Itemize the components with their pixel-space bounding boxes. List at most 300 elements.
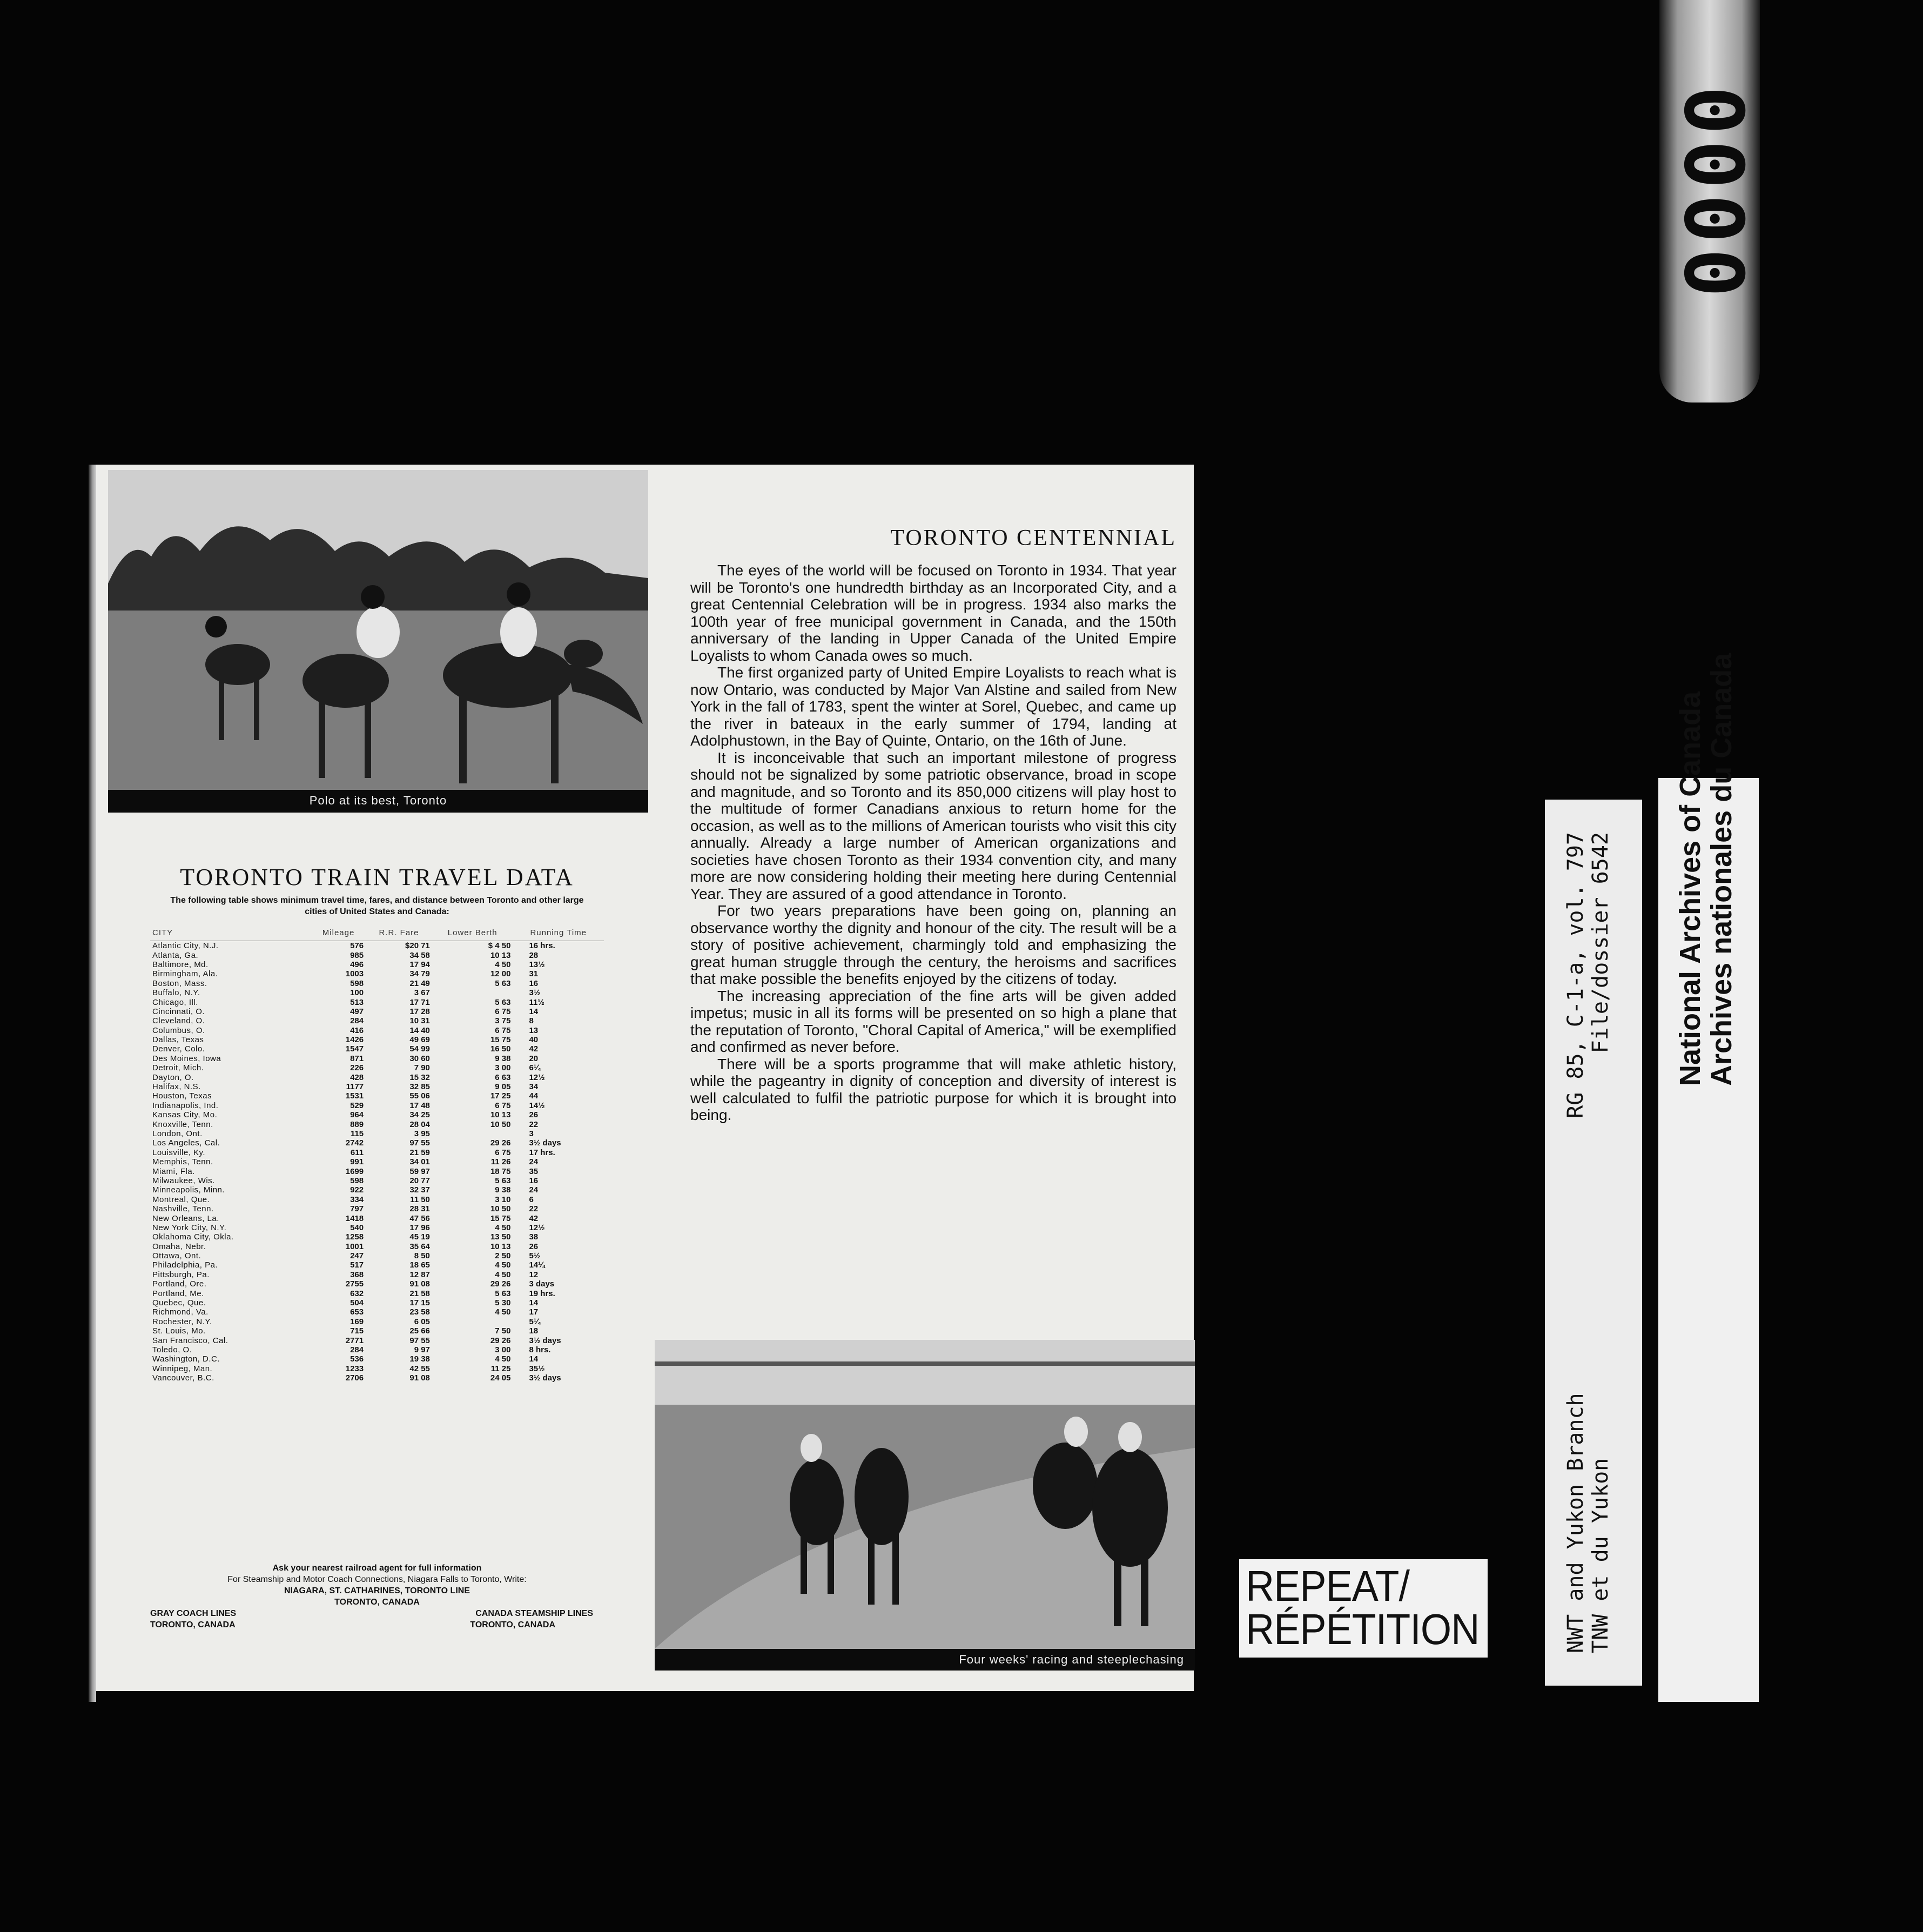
- cell-berth: 9 05: [495, 1082, 511, 1092]
- cell-time: 20: [529, 1054, 539, 1063]
- file-reference-line2: [1588, 832, 1613, 1653]
- cell-time: 8 hrs.: [529, 1345, 551, 1354]
- repeat-label-line1: REPEAT/: [1246, 1562, 1410, 1610]
- canada-steamship-city: TORONTO, CANADA: [470, 1620, 555, 1629]
- travel-note-niagara-city: TORONTO, CANADA: [334, 1598, 420, 1607]
- travel-table-row: [150, 1270, 604, 1279]
- cell-fare: 11 50: [410, 1195, 430, 1204]
- article-paragraph: The first organized party of United Empire Loyalists to reach what is now Ontario, was conducted by Major Van Alstine and sailed from New York in the fall of 1783, spent the winter at Sorel, Quebec, and came up the river in bateaux in the early summer of 1794, landing at Adolphustown, in the Bay of Quinte, Ontario, on the 16th of June.: [690, 664, 1176, 749]
- cell-berth: 13 50: [490, 1232, 511, 1242]
- cell-time: 28: [529, 950, 539, 960]
- page-edge: [89, 465, 96, 1702]
- cell-fare: 17 28: [409, 1007, 430, 1016]
- col-time-header: Running Time: [513, 925, 604, 941]
- cell-fare: 17 15: [409, 1298, 430, 1308]
- cell-fare: 34 58: [409, 950, 430, 960]
- cell-city: New Orleans, La.: [152, 1213, 219, 1223]
- cell-berth: 15 75: [490, 1035, 511, 1045]
- cell-berth: 17 25: [490, 1091, 511, 1101]
- cell-city: Rochester, N.Y.: [152, 1317, 212, 1326]
- cell-city: Birmingham, Ala.: [152, 969, 218, 979]
- cell-mileage: 416: [350, 1025, 364, 1035]
- travel-table-row: [150, 1035, 604, 1044]
- branch-fr: TNW et du Yukon: [1588, 1458, 1613, 1653]
- cell-berth: 4 50: [495, 1354, 511, 1364]
- archives-name-en: National Archives of Canada: [1674, 691, 1706, 1086]
- cell-mileage: 540: [350, 1223, 364, 1232]
- cell-berth: $ 4 50: [488, 941, 511, 951]
- cell-berth: 6 75: [495, 1025, 511, 1035]
- cell-mileage: 513: [350, 997, 364, 1007]
- centennial-article: [690, 562, 1176, 1124]
- cell-fare: 14 40: [409, 1025, 430, 1035]
- cell-city: Los Angeles, Cal.: [152, 1138, 220, 1148]
- cell-mileage: 611: [350, 1148, 364, 1157]
- cell-fare: 49 69: [409, 1035, 430, 1045]
- cell-time: 3½ days: [529, 1373, 561, 1383]
- cell-city: Dallas, Texas: [152, 1035, 204, 1045]
- cell-berth: 6 63: [495, 1072, 511, 1082]
- cell-berth: 7 50: [495, 1326, 511, 1336]
- cell-berth: 5 30: [495, 1298, 511, 1308]
- cell-time: 3 days: [529, 1279, 555, 1289]
- cell-berth: 29 26: [490, 1336, 511, 1345]
- travel-table-row: [150, 1213, 604, 1223]
- cell-berth: 11 26: [490, 1157, 511, 1167]
- cell-city: Quebec, Que.: [152, 1298, 206, 1308]
- cell-time: 35½: [529, 1364, 545, 1373]
- cell-time: 22: [529, 1204, 539, 1214]
- travel-data-intro: The following table shows minimum travel time, fares, and distance between Toronto and other large cities of United States and Canada:: [170, 896, 584, 916]
- cell-fare: 12 87: [409, 1270, 430, 1279]
- racing-photo-image: [655, 1340, 1195, 1649]
- cell-mileage: 169: [350, 1317, 364, 1326]
- file-ref: File/dossier 6542: [1588, 832, 1613, 1054]
- cell-fare: 6 05: [414, 1317, 430, 1326]
- cell-time: 11½: [529, 997, 544, 1007]
- polo-photo: [108, 470, 648, 790]
- cell-berth: 3 75: [495, 1016, 511, 1026]
- cell-city: Cincinnati, O.: [152, 1007, 205, 1016]
- cell-city: Portland, Ore.: [152, 1279, 207, 1289]
- cell-berth: 12 00: [490, 969, 511, 979]
- cell-mileage: 517: [350, 1260, 364, 1270]
- canada-steamship-lines: CANADA STEAMSHIP LINES: [475, 1609, 593, 1618]
- cell-city: Columbus, O.: [152, 1025, 205, 1035]
- cell-fare: 8 50: [414, 1251, 430, 1261]
- cell-city: Memphis, Tenn.: [152, 1157, 213, 1167]
- cell-fare: 17 96: [409, 1223, 430, 1232]
- cell-berth: 4 50: [495, 1223, 511, 1232]
- travel-table-row: [150, 988, 604, 997]
- cell-fare: 34 01: [409, 1157, 430, 1167]
- travel-table-row: [150, 1044, 604, 1054]
- cell-mileage: 226: [350, 1063, 364, 1073]
- cell-time: 19 hrs.: [529, 1289, 555, 1298]
- cell-time: 24: [529, 1185, 539, 1195]
- cell-time: 3½: [529, 988, 541, 998]
- cell-city: Richmond, Va.: [152, 1307, 209, 1317]
- cell-mileage: 991: [350, 1157, 364, 1167]
- cell-city: Detroit, Mich.: [152, 1063, 204, 1073]
- cell-berth: 16 50: [490, 1044, 511, 1054]
- cell-mileage: 1531: [345, 1091, 364, 1101]
- cell-city: Minneapolis, Minn.: [152, 1185, 225, 1195]
- cell-time: 44: [529, 1091, 539, 1101]
- col-berth-header: Lower Berth: [432, 925, 513, 941]
- cell-city: Oklahoma City, Okla.: [152, 1232, 234, 1242]
- cell-fare: 9 97: [414, 1345, 430, 1354]
- travel-table-row: [150, 1016, 604, 1025]
- cell-mileage: 2706: [345, 1373, 364, 1383]
- cell-berth: 4 50: [495, 1260, 511, 1270]
- cell-fare: 34 25: [409, 1110, 430, 1120]
- cell-berth: 24 05: [490, 1373, 511, 1383]
- cell-berth: 9 38: [495, 1054, 511, 1063]
- cell-berth: 3 10: [495, 1195, 511, 1204]
- cell-fare: 10 31: [409, 1016, 430, 1026]
- scanned-page: [96, 465, 1194, 1691]
- cell-city: Vancouver, B.C.: [152, 1373, 214, 1383]
- cell-berth: 11 25: [490, 1364, 511, 1373]
- cell-city: Houston, Texas: [152, 1091, 212, 1101]
- cell-mileage: 100: [350, 988, 364, 998]
- frame-number: 0000: [1666, 86, 1760, 303]
- cell-berth: 18 75: [490, 1166, 511, 1176]
- cell-mileage: 1699: [345, 1166, 364, 1176]
- cell-time: 26: [529, 1242, 539, 1251]
- travel-table-row: [150, 1101, 604, 1110]
- cell-fare: 55 06: [409, 1091, 430, 1101]
- travel-table-row: [150, 1279, 604, 1289]
- cell-mileage: 797: [350, 1204, 364, 1214]
- travel-table-header-row: [150, 925, 604, 941]
- cell-fare: 25 66: [409, 1326, 430, 1336]
- cell-time: 40: [529, 1035, 539, 1045]
- cell-fare: 32 85: [409, 1082, 430, 1092]
- cell-fare: 19 38: [409, 1354, 430, 1364]
- cell-time: 35: [529, 1166, 539, 1176]
- cell-city: Des Moines, Iowa: [152, 1054, 221, 1063]
- cell-fare: 3 95: [414, 1129, 430, 1138]
- cell-fare: 18 65: [409, 1260, 430, 1270]
- cell-time: 14: [529, 1354, 539, 1364]
- cell-fare: 59 97: [409, 1166, 430, 1176]
- article-paragraph: The increasing appreciation of the fine arts will be given added impetus; music in all its forms will be presented on so high a plane that the reputation of Toronto, "Choral Capital of America," will be exemplified and confirmed as never before.: [690, 987, 1176, 1055]
- cell-mileage: 334: [350, 1195, 364, 1204]
- cell-fare: 17 48: [409, 1101, 430, 1110]
- cell-time: 13½: [529, 960, 545, 969]
- cell-mileage: 284: [350, 1016, 364, 1026]
- cell-time: 16: [529, 1176, 539, 1185]
- cell-mileage: 1547: [345, 1044, 364, 1054]
- travel-table-row: [150, 1195, 604, 1204]
- cell-berth: 10 13: [490, 950, 511, 960]
- gray-coach-city: TORONTO, CANADA: [150, 1620, 236, 1629]
- cell-fare: 47 56: [409, 1213, 430, 1223]
- volume-ref: RG 85, C-1-a, vol. 797: [1563, 832, 1588, 1118]
- cell-city: St. Louis, Mo.: [152, 1326, 206, 1336]
- cell-berth: 10 50: [490, 1204, 511, 1214]
- travel-table-row: [150, 950, 604, 960]
- cell-city: Louisville, Ky.: [152, 1148, 206, 1157]
- cell-mileage: 247: [350, 1251, 364, 1261]
- col-fare-header: R.R. Fare: [366, 925, 432, 941]
- article-paragraph: For two years preparations have been going on, planning an observance worthy the dignity and honour of the city. The result will be a story of positive achievement, charmingly told and emphasizing the great human struggle through the century, the heroisms and sacrifices that make possible the benefits enjoyed by the citizens of today.: [690, 902, 1176, 987]
- cell-berth: [432, 1317, 513, 1326]
- cell-time: 14: [529, 1298, 539, 1308]
- col-city-header: CITY: [150, 925, 311, 941]
- cell-fare: 34 79: [409, 969, 430, 979]
- cell-city: Cleveland, O.: [152, 1016, 205, 1026]
- cell-mileage: 922: [350, 1185, 364, 1195]
- travel-table-row: [150, 1157, 604, 1166]
- travel-table-row: [150, 1026, 604, 1035]
- cell-berth: 5 63: [495, 1289, 511, 1298]
- cell-time: 17: [529, 1307, 539, 1317]
- cell-fare: 21 59: [409, 1148, 430, 1157]
- cell-time: 34: [529, 1082, 539, 1092]
- cell-mileage: 536: [350, 1354, 364, 1364]
- cell-mileage: 889: [350, 1119, 364, 1129]
- travel-data-table: [150, 925, 604, 1383]
- cell-time: 14: [529, 1007, 539, 1016]
- cell-city: Nashville, Tenn.: [152, 1204, 214, 1214]
- article-paragraph: There will be a sports programme that will make athletic history, while the pageantry in dignity of conception and diversity of interest is well calculated to fulfil the patriotic purpose for which it is brought into being.: [690, 1055, 1176, 1123]
- cell-time: 42: [529, 1213, 539, 1223]
- frame-number-strip: [1659, 0, 1760, 403]
- cell-time: 12½: [529, 1072, 545, 1082]
- cell-berth: 6 75: [495, 1007, 511, 1016]
- travel-table-row: [150, 1298, 604, 1307]
- cell-fare: 91 08: [409, 1373, 430, 1383]
- cell-berth: 6 75: [495, 1101, 511, 1110]
- cell-city: Montreal, Que.: [152, 1195, 210, 1204]
- cell-city: Toledo, O.: [152, 1345, 192, 1354]
- cell-fare: 35 64: [409, 1242, 430, 1251]
- cell-time: 22: [529, 1119, 539, 1129]
- cell-time: 6: [529, 1195, 534, 1204]
- cell-city: Atlantic City, N.J.: [152, 941, 219, 951]
- cell-time: 16: [529, 978, 539, 988]
- cell-city: San Francisco, Cal.: [152, 1336, 228, 1345]
- cell-time: 8: [529, 1016, 534, 1026]
- cell-fare: 32 37: [409, 1185, 430, 1195]
- cell-city: Buffalo, N.Y.: [152, 988, 200, 998]
- cell-mileage: 1258: [345, 1232, 364, 1242]
- cell-mileage: 1003: [345, 969, 364, 979]
- cell-city: Washington, D.C.: [152, 1354, 220, 1364]
- cell-city: Ottawa, Ont.: [152, 1251, 201, 1261]
- travel-table-row: [150, 1007, 604, 1016]
- cell-fare: 7 90: [414, 1063, 430, 1073]
- cell-city: London, Ont.: [152, 1129, 203, 1138]
- travel-table-row: [150, 1223, 604, 1232]
- cell-mileage: 428: [350, 1072, 364, 1082]
- cell-city: Knoxville, Tenn.: [152, 1119, 213, 1129]
- cell-fare: 28 04: [409, 1119, 430, 1129]
- cell-mileage: 632: [350, 1289, 364, 1298]
- travel-table-row: [150, 1364, 604, 1373]
- cell-mileage: 284: [350, 1345, 364, 1354]
- cell-mileage: 1418: [345, 1213, 364, 1223]
- cell-mileage: 1426: [345, 1035, 364, 1045]
- cell-time: 12½: [529, 1223, 545, 1232]
- article-paragraph: It is inconceivable that such an important milestone of progress should not be signalized by some patriotic observance, broad in scope and magnitude, and so Toronto and its 850,000 citizens will play host to the multitude of former Canadians anxious to return home for the occasion, as well as to the millions of American tourists who visit this city annually. Already a large number of American organizations and societies have chosen Toronto as their 1934 convention city, and many more are now considering holding their meeting here during Centennial Year. They are assured of a good attendance in Toronto.: [690, 749, 1176, 902]
- cell-city: Milwaukee, Wis.: [152, 1176, 215, 1185]
- travel-table-row: [150, 1166, 604, 1176]
- cell-fare: 21 58: [409, 1289, 430, 1298]
- travel-table-row: [150, 1054, 604, 1063]
- cell-berth: 6 75: [495, 1148, 511, 1157]
- travel-table-row: [150, 979, 604, 988]
- travel-table-row: [150, 1072, 604, 1082]
- archives-label-text: [1658, 653, 1759, 1702]
- col-mileage-header: Mileage: [311, 925, 366, 941]
- cell-time: 14½: [529, 1101, 545, 1110]
- cell-time: 5¼: [529, 1317, 541, 1326]
- article-paragraph: The eyes of the world will be focused on Toronto in 1934. That year will be Toronto's one hundredth birthday as an Incorporated City, and a great Centennial Celebration will be in progress. 1934 also marks the 100th year of free municipal government in Canada, and the 150th anniversary of the landing in Upper Canada of the United Empire Loyalists to whom Canada owes so much.: [690, 562, 1176, 664]
- cell-city: Boston, Mass.: [152, 978, 207, 988]
- travel-table-row: [150, 1129, 604, 1138]
- cell-fare: 28 31: [409, 1204, 430, 1214]
- racing-photo: [655, 1340, 1195, 1649]
- travel-table-row: [150, 1082, 604, 1091]
- travel-table-row: [150, 1148, 604, 1157]
- file-reference-line1: [1563, 832, 1588, 1653]
- cell-fare: 17 94: [409, 960, 430, 969]
- travel-note-niagara-line: NIAGARA, ST. CATHARINES, TORONTO LINE: [284, 1586, 470, 1595]
- cell-mileage: 1177: [346, 1082, 364, 1092]
- cell-time: 3½ days: [529, 1138, 561, 1148]
- cell-fare: 91 08: [409, 1279, 430, 1289]
- cell-berth: 5 63: [495, 997, 511, 1007]
- archives-label: [1658, 653, 1759, 1702]
- cell-fare: 45 19: [409, 1232, 430, 1242]
- travel-note-steamship: For Steamship and Motor Coach Connections, Niagara Falls to Toronto, Write:: [227, 1575, 527, 1584]
- travel-table-row: [150, 1110, 604, 1119]
- cell-mileage: 715: [350, 1326, 364, 1336]
- travel-note-cities: [150, 1619, 604, 1631]
- repeat-label-line2: RÉPÉTITION: [1246, 1605, 1480, 1653]
- cell-berth: 10 13: [490, 1110, 511, 1120]
- file-reference-text: [1545, 800, 1642, 1686]
- cell-time: 42: [529, 1044, 539, 1054]
- cell-city: Chicago, Ill.: [152, 997, 198, 1007]
- cell-berth: 2 50: [495, 1251, 511, 1261]
- cell-city: New York City, N.Y.: [152, 1223, 227, 1232]
- travel-table-row: [150, 1307, 604, 1317]
- travel-note: [150, 1562, 604, 1631]
- cell-mileage: 653: [350, 1307, 364, 1317]
- polo-photo-image: [108, 470, 648, 790]
- cell-fare: 97 55: [409, 1138, 430, 1148]
- article-title: TORONTO CENTENNIAL: [890, 526, 1176, 551]
- travel-data-title: TORONTO TRAIN TRAVEL DATA: [180, 864, 574, 890]
- cell-berth: 3 00: [495, 1345, 511, 1354]
- cell-fare: 30 60: [409, 1054, 430, 1063]
- travel-table-row: [150, 1063, 604, 1072]
- cell-berth: 15 75: [490, 1213, 511, 1223]
- travel-table-row: [150, 1289, 604, 1298]
- cell-time: 12: [529, 1270, 539, 1279]
- cell-mileage: 368: [350, 1270, 364, 1279]
- cell-time: 18: [529, 1326, 539, 1336]
- travel-table-row: [150, 1176, 604, 1185]
- cell-mileage: 598: [350, 1176, 364, 1185]
- cell-fare: 3 67: [414, 988, 430, 998]
- cell-mileage: 576: [350, 941, 364, 951]
- cell-time: 3: [529, 1129, 534, 1138]
- cell-fare: 23 58: [409, 1307, 430, 1317]
- cell-city: Denver, Colo.: [152, 1044, 205, 1054]
- gray-coach-lines: GRAY COACH LINES: [150, 1609, 237, 1618]
- cell-berth: [432, 1129, 513, 1138]
- cell-time: 26: [529, 1110, 539, 1120]
- cell-mileage: 1001: [345, 1242, 364, 1251]
- cell-time: 17 hrs.: [529, 1148, 555, 1157]
- cell-fare: 20 77: [409, 1176, 430, 1185]
- cell-city: Miami, Fla.: [152, 1166, 195, 1176]
- cell-fare: 54 99: [409, 1044, 430, 1054]
- cell-mileage: 504: [350, 1298, 364, 1308]
- cell-time: 16 hrs.: [529, 941, 555, 951]
- travel-table-row: [150, 960, 604, 969]
- travel-table-body: [150, 941, 604, 1383]
- cell-berth: 29 26: [490, 1279, 511, 1289]
- archives-name-fr: Archives nationales du Canada: [1705, 653, 1738, 1086]
- travel-table-row: [150, 1373, 604, 1383]
- cell-berth: 10 50: [490, 1119, 511, 1129]
- cell-berth: 4 50: [495, 960, 511, 969]
- branch-en: NWT and Yukon Branch: [1563, 1393, 1588, 1653]
- cell-time: 3½ days: [529, 1336, 561, 1345]
- cell-time: 14¼: [529, 1260, 545, 1270]
- cell-city: Portland, Me.: [152, 1289, 204, 1298]
- cell-city: Kansas City, Mo.: [152, 1110, 218, 1120]
- cell-mileage: 115: [350, 1129, 364, 1138]
- cell-berth: 3 00: [495, 1063, 511, 1073]
- cell-city: Indianapolis, Ind.: [152, 1101, 219, 1110]
- cell-mileage: 497: [350, 1007, 364, 1016]
- cell-city: Philadelphia, Pa.: [152, 1260, 218, 1270]
- travel-table-row: [150, 1317, 604, 1326]
- travel-table-row: [150, 1354, 604, 1364]
- file-reference-label: [1545, 800, 1642, 1686]
- cell-city: Halifax, N.S.: [152, 1082, 201, 1092]
- cell-mileage: 2755: [345, 1279, 364, 1289]
- cell-berth: 29 26: [490, 1138, 511, 1148]
- cell-time: 24: [529, 1157, 539, 1167]
- travel-table-row: [150, 997, 604, 1007]
- travel-note-lines: [150, 1608, 604, 1619]
- repeat-label: [1239, 1559, 1488, 1658]
- cell-city: Winnipeg, Man.: [152, 1364, 213, 1373]
- cell-mileage: 496: [350, 960, 364, 969]
- cell-berth: 5 63: [495, 978, 511, 988]
- cell-mileage: 964: [350, 1110, 364, 1120]
- travel-table-row: [150, 1204, 604, 1213]
- cell-city: Omaha, Nebr.: [152, 1242, 206, 1251]
- cell-berth: 9 38: [495, 1185, 511, 1195]
- cell-berth: 10 13: [490, 1242, 511, 1251]
- cell-city: Dayton, O.: [152, 1072, 194, 1082]
- cell-fare: 17 71: [409, 997, 430, 1007]
- travel-table-row: [150, 1251, 604, 1260]
- travel-note-ask: Ask your nearest railroad agent for full information: [272, 1564, 482, 1573]
- cell-mileage: 871: [350, 1054, 364, 1063]
- polo-caption: Polo at its best, Toronto: [108, 790, 648, 813]
